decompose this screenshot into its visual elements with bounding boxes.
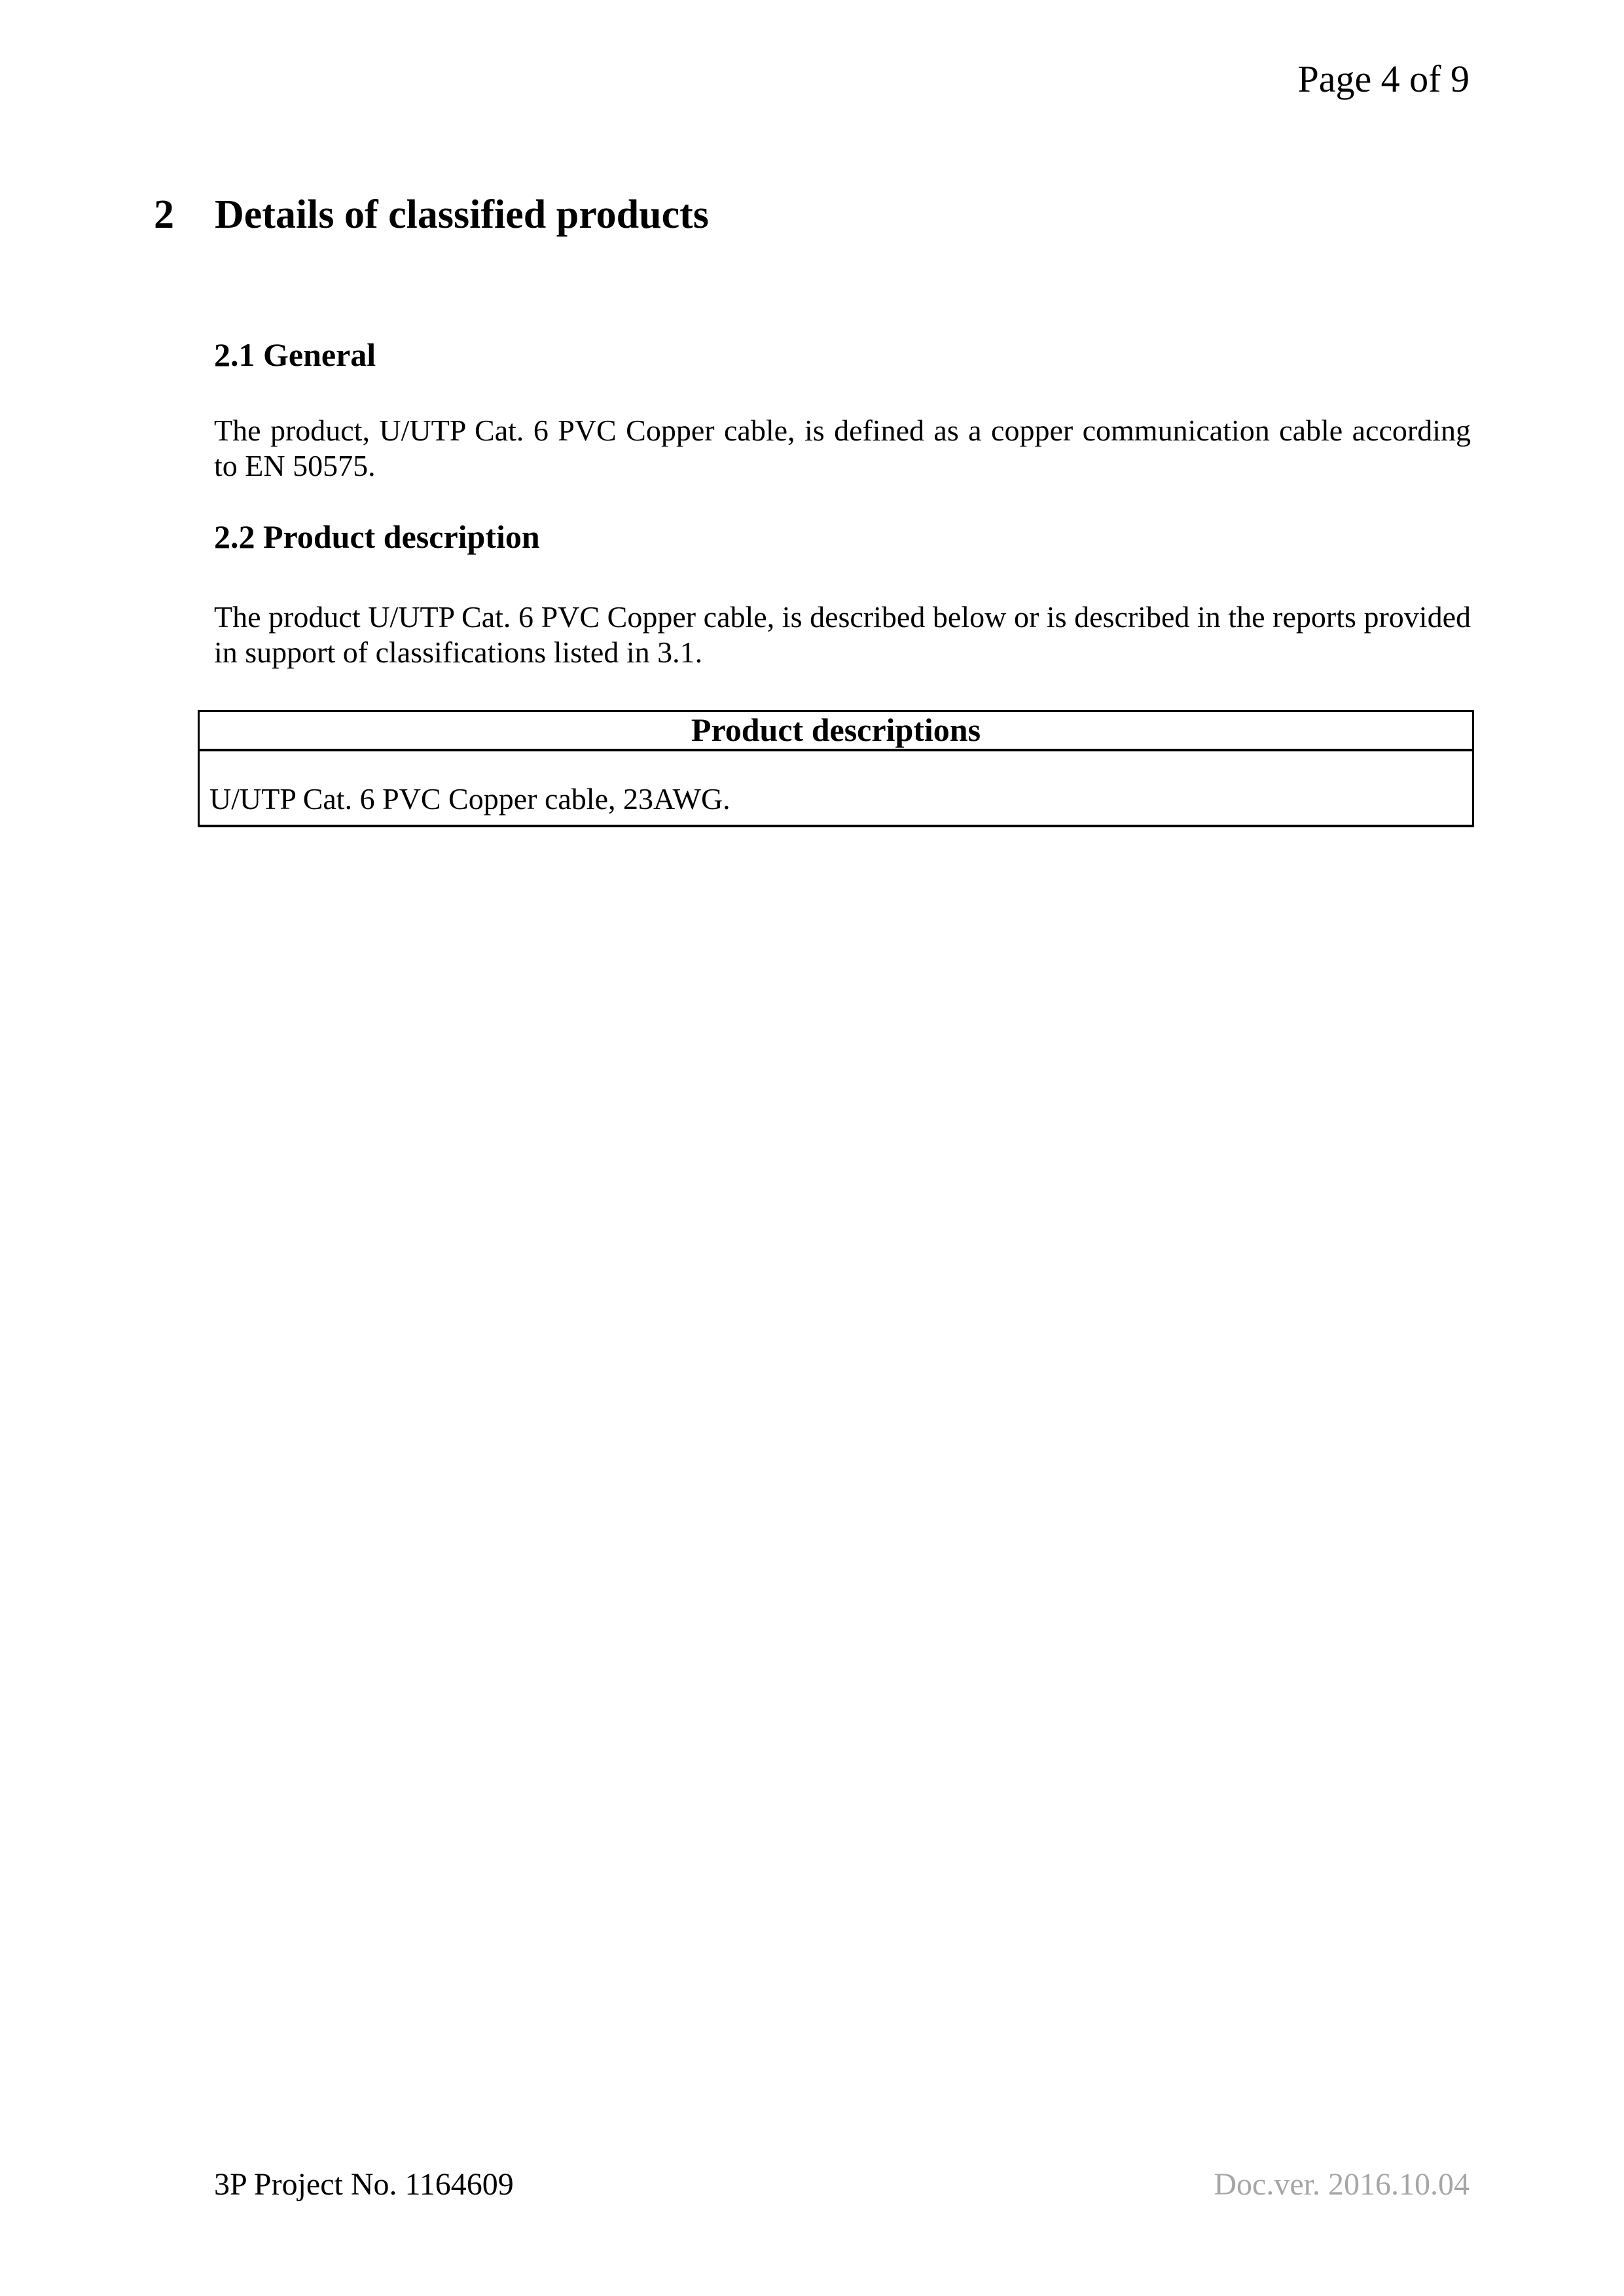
main-section-number: 2: [154, 192, 174, 237]
product-descriptions-table: [198, 710, 1474, 827]
subsection-heading-2-2: 2.2 Product description: [214, 518, 540, 555]
main-section-title: Details of classified products: [215, 192, 709, 237]
footer-project-number: 3P Project No. 1164609: [214, 2167, 514, 2202]
paragraph-product-description: The product U/UTP Cat. 6 PVC Copper cable, is described below or is described in the reports provided in support of classifications listed in 3.1.: [214, 600, 1471, 669]
table-header-row: [199, 711, 1473, 750]
table-header-cell: Product descriptions: [199, 711, 1473, 750]
paragraph-general: The product, U/UTP Cat. 6 PVC Copper cable, is defined as a copper communication cable according to EN 50575.: [214, 414, 1471, 482]
table-row: [199, 750, 1473, 826]
page-number: Page 4 of 9: [1297, 58, 1470, 100]
main-section-heading: [154, 192, 709, 238]
footer-doc-version: Doc.ver. 2016.10.04: [1214, 2167, 1470, 2202]
subsection-heading-2-1: 2.1 General: [214, 336, 376, 373]
table-cell-product-description: U/UTP Cat. 6 PVC Copper cable, 23AWG.: [199, 750, 1473, 826]
